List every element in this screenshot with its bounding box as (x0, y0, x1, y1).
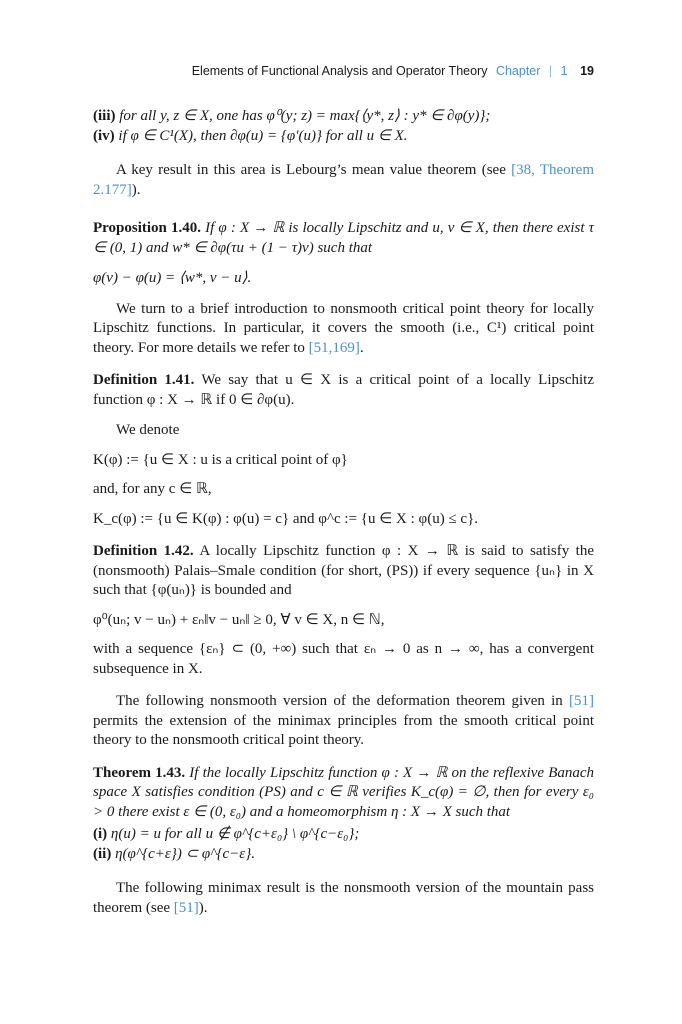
paragraph-text: A key result in this area is Lebourg’s mean value theorem (see (116, 162, 506, 178)
definition-label: Definition 1.42. (93, 543, 194, 559)
page-number: 19 (580, 64, 594, 78)
item-label: (iv) (93, 127, 115, 144)
paragraph (93, 161, 594, 200)
chapter-number: 1 (560, 64, 568, 78)
paragraph-text: We turn to a brief introduction to nonsmooth critical point theory for locally Lipschitz functions. In particular, it covers the smooth (i.e., C¹) critical point theory. For more details we refer to (93, 300, 594, 356)
citation-link[interactable]: [51] (173, 899, 199, 916)
item-label: (ii) (93, 845, 112, 862)
paragraph: and, for any c ∈ ℝ, (93, 481, 212, 497)
item-text: for all y, z ∈ X, one has φ⁰(y; z) = max{⟨y*, z⟩ : y* ∈ ∂φ(y)}; (119, 108, 491, 124)
paragraph-end: ). (198, 899, 208, 916)
proposition (93, 219, 594, 258)
header-separator: | (548, 64, 553, 78)
definition-label: Definition 1.41. (93, 372, 195, 388)
paragraph-end: permits the extension of the minimax principles from the smooth critical point theory to the nonsmooth critical point theory. (93, 712, 594, 748)
theorem-text: If the locally Lipschitz function φ : X → ℝ on the reflexive Banach space X satisfies condition (PS) and c ∈ ℝ verifies K_c(φ) = ∅, then for every ε₀ > 0 there exist ε ∈ (0, ε₀) and a homeomorphism η : X → X such that (93, 764, 595, 820)
item-label: (i) (93, 826, 108, 842)
item-label: (iii) (93, 108, 116, 124)
theorem (93, 764, 594, 823)
paragraph-end: ). (131, 181, 141, 198)
paragraph-text: The following minimax result is the nonsmooth version of the mountain pass theorem (see (93, 880, 594, 916)
display-equation: φ⁰(uₙ; v − uₙ) + εₙ‖v − uₙ‖ ≥ 0, ∀ v ∈ X, n ∈ ℕ, (93, 611, 385, 628)
running-header (192, 64, 594, 78)
item-text: if φ ∈ C¹(X), then ∂φ(u) = {φ′(u)} for all u ∈ X. (118, 127, 408, 144)
theorem-label: Theorem 1.43. (93, 764, 186, 781)
list-item (93, 127, 594, 147)
item-text: η(φ^{c+ε}) ⊂ φ^{c−ε}. (115, 845, 255, 862)
proposition-label: Proposition 1.40. (93, 220, 202, 236)
paragraph: We denote (116, 422, 180, 438)
page-body (93, 107, 594, 918)
book-title: Elements of Functional Analysis and Operator Theory (191, 64, 488, 78)
item-text: η(u) = u for all u ∉ φ^{c+ε₀} \ φ^{c−ε₀}; (110, 826, 360, 842)
paragraph (93, 692, 594, 751)
paragraph (93, 879, 594, 918)
paragraph-end: . (359, 339, 364, 356)
paragraph (93, 300, 594, 359)
proposition-text: If φ : X → ℝ is locally Lipschitz and u, v ∈ X, then there exist τ ∈ (0, 1) and w* ∈ ∂φ(τu + (1 − τ)v) such that (93, 220, 594, 256)
citation-link[interactable]: [38, Theorem 2.177] (93, 162, 595, 198)
chapter-word: Chapter (495, 64, 541, 78)
paragraph-text: The following nonsmooth version of the deformation theorem given in (116, 693, 563, 709)
definition-text: A locally Lipschitz function φ : X → ℝ is said to satisfy the (nonsmooth) Palais–Smale condition (for short, (PS)) if every sequence {uₙ} in X such that {φ(uₙ)} is bounded and (93, 543, 594, 598)
definition (93, 542, 594, 601)
display-equation: K_c(φ) := {u ∈ K(φ) : φ(u) = c} and φ^c := {u ∈ X : φ(u) ≤ c}. (93, 510, 479, 527)
definition-text: We say that u ∈ X is a critical point of a locally Lipschitz function φ : X → ℝ if 0 ∈ ∂φ(u). (93, 372, 595, 408)
citation-link[interactable]: [51,169] (308, 339, 360, 356)
list-item (93, 845, 594, 865)
display-equation: K(φ) := {u ∈ X : u is a critical point of φ} (93, 451, 348, 468)
list-item (93, 825, 594, 845)
definition (93, 371, 594, 410)
citation-link[interactable]: [51] (569, 693, 595, 709)
list-item (93, 107, 594, 127)
paragraph: with a sequence {εₙ} ⊂ (0, +∞) such that εₙ → 0 as n → ∞, has a convergent subsequence in X. (93, 641, 594, 677)
display-equation: φ(v) − φ(u) = ⟨w*, v − u⟩. (93, 270, 252, 286)
